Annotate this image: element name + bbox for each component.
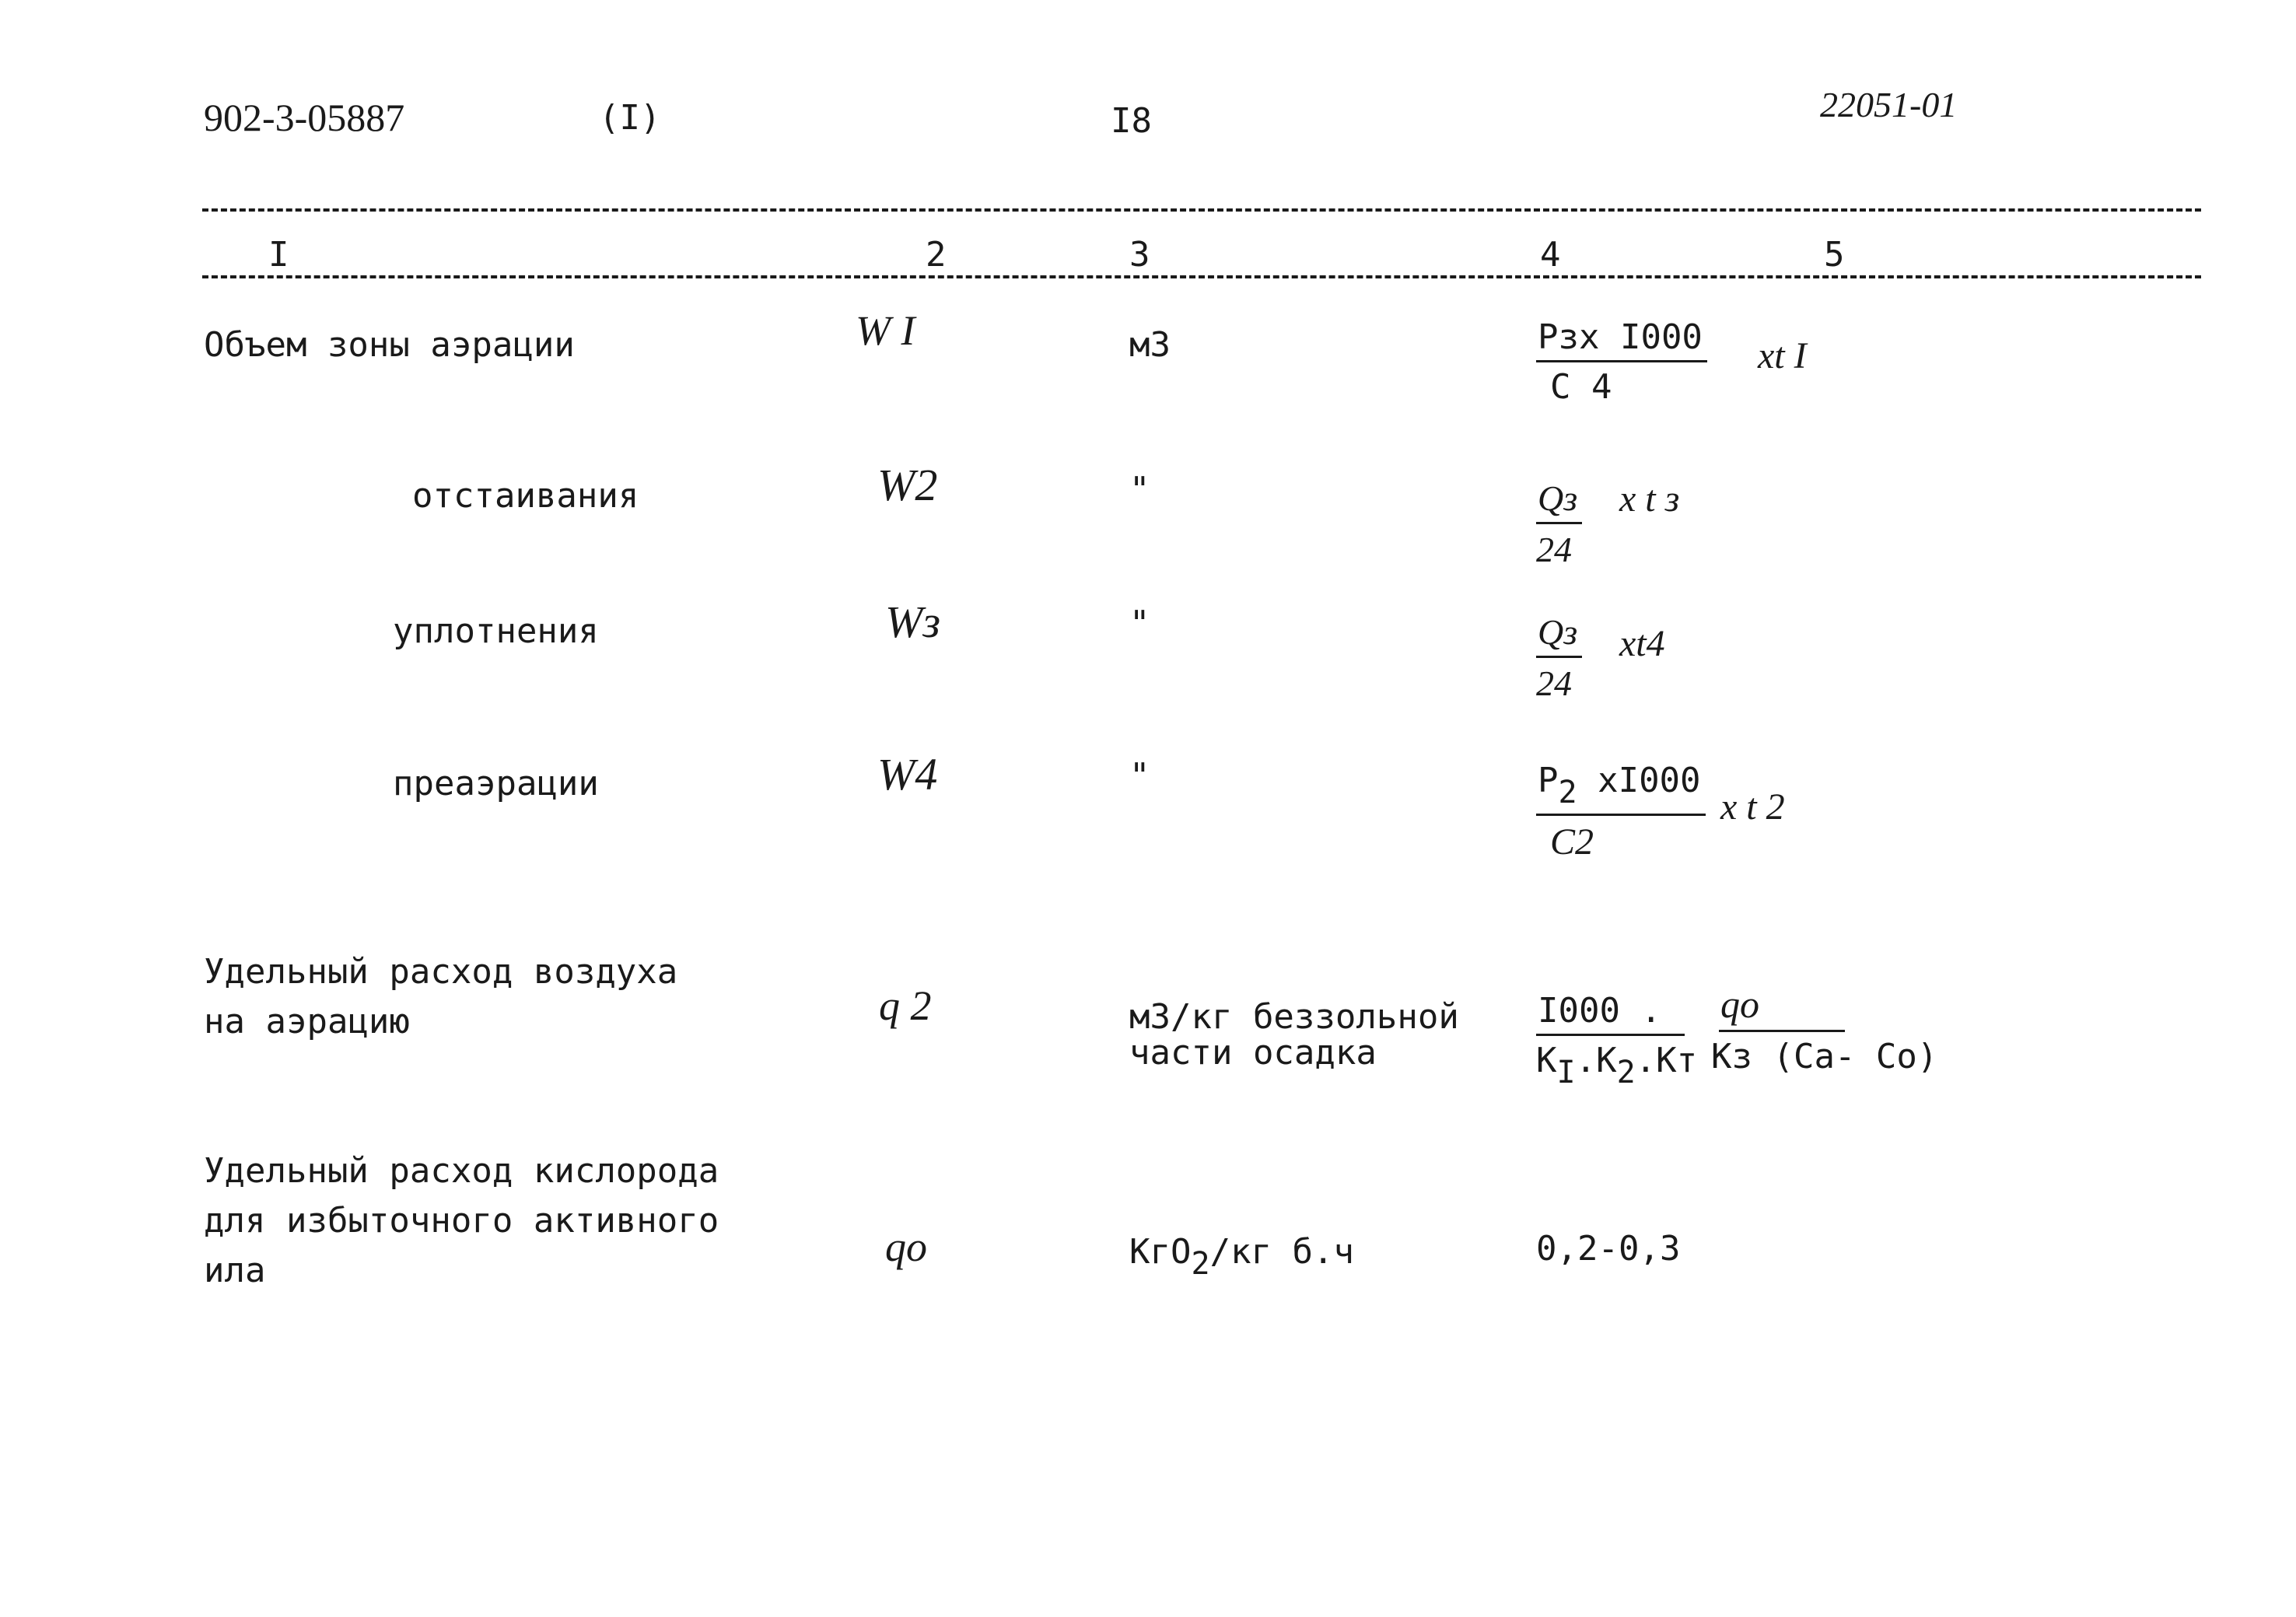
document-code: 902-3-05887 (204, 96, 405, 139)
row-unit-oxygen (1129, 1232, 1354, 1282)
formula-q2-left-denominator (1536, 1036, 1697, 1090)
formula-w4-num-p: P (1538, 761, 1559, 800)
column-header-3: 3 (1129, 235, 1150, 275)
den-kt: .Кт (1635, 1041, 1698, 1080)
formula-w2-suffix: x t з (1619, 478, 1680, 520)
unit-kgo: КгO (1129, 1232, 1192, 1272)
column-header-2: 2 (926, 235, 947, 275)
formula-w3-numerator: Qз (1536, 611, 1582, 658)
column-header-5: 5 (1824, 235, 1845, 275)
formula-q2-right (1711, 982, 1938, 1076)
den-sub-2: 2 (1616, 1055, 1636, 1090)
row-symbol-w2: W2 (877, 460, 938, 510)
row-symbol-qo: qo (885, 1223, 927, 1270)
row-unit-m3: м3 (1129, 325, 1171, 365)
row-unit-ditto-1: " (1129, 470, 1150, 509)
formula-q2-right-denominator: Кз (Са- Со) (1711, 1037, 1938, 1076)
part-number: (I) (599, 98, 661, 138)
row-label-oxygen-line2: для избыточного активного (204, 1201, 719, 1241)
unit-per-kg: /кг б.ч (1209, 1232, 1355, 1272)
formula-w4 (1536, 761, 1706, 863)
header-bottom-rule (202, 275, 2201, 278)
header-top-rule (202, 208, 2201, 212)
formula-w4-num-rest: xI000 (1577, 761, 1701, 800)
formula-w2-denominator: 24 (1536, 530, 1572, 569)
archive-number: 22051-01 (1820, 85, 1958, 124)
row-label-air-consumption-line2: на аэрацию (204, 1002, 410, 1041)
formula-q2-left-numerator: I000 . (1536, 991, 1685, 1036)
row-label-oxygen-line3: ила (204, 1251, 266, 1290)
row-label-air-consumption-line1: Удельный расход воздуха (204, 952, 678, 992)
row-unit-ditto-2: " (1129, 604, 1150, 643)
den-k: К (1536, 1041, 1557, 1080)
row-label-thickening: уплотнения (393, 611, 599, 651)
den-k2: .К (1575, 1041, 1617, 1080)
row-label-settling: отстаивания (412, 476, 639, 516)
row-unit-ditto-3: " (1129, 756, 1150, 796)
page-number: I8 (1111, 101, 1152, 141)
column-header-4: 4 (1540, 235, 1561, 275)
formula-w3-suffix: xt4 (1619, 623, 1665, 664)
column-header-1: I (268, 235, 289, 275)
row-value-oxygen: 0,2-0,3 (1536, 1229, 1681, 1269)
formula-w2 (1536, 478, 1582, 570)
row-unit-air-line1: м3/кг беззольной (1129, 997, 1459, 1037)
row-symbol-w3: Wз (885, 597, 940, 647)
row-symbol-q2: q 2 (879, 982, 932, 1029)
formula-q2-right-numerator: qo (1719, 982, 1845, 1032)
formula-w4-suffix: x t 2 (1720, 786, 1785, 828)
formula-w4-numerator (1536, 761, 1706, 816)
row-symbol-w1: W I (856, 307, 915, 354)
unit-sub-2: 2 (1191, 1246, 1210, 1282)
formula-w1 (1536, 317, 1707, 407)
den-sub-1: I (1556, 1055, 1576, 1090)
formula-w1-denominator: С 4 (1550, 367, 1612, 407)
row-unit-air-line2: части осадка (1129, 1033, 1377, 1073)
formula-w3 (1536, 611, 1582, 704)
formula-w4-denominator: C2 (1550, 821, 1594, 863)
row-symbol-w4: W4 (877, 749, 938, 800)
row-label-preaeration: преаэрации (393, 764, 599, 803)
formula-w1-suffix: xt I (1758, 335, 1807, 376)
formula-w1-numerator: Рзх I000 (1536, 317, 1707, 362)
formula-q2-left (1536, 991, 1697, 1090)
formula-w2-numerator: Qз (1536, 478, 1582, 524)
row-label-oxygen-line1: Удельный расход кислорода (204, 1151, 719, 1191)
formula-w4-num-sub: 2 (1558, 775, 1577, 810)
formula-w3-denominator: 24 (1536, 663, 1572, 703)
row-label-aeration-volume: Объем зоны аэрации (204, 325, 575, 365)
